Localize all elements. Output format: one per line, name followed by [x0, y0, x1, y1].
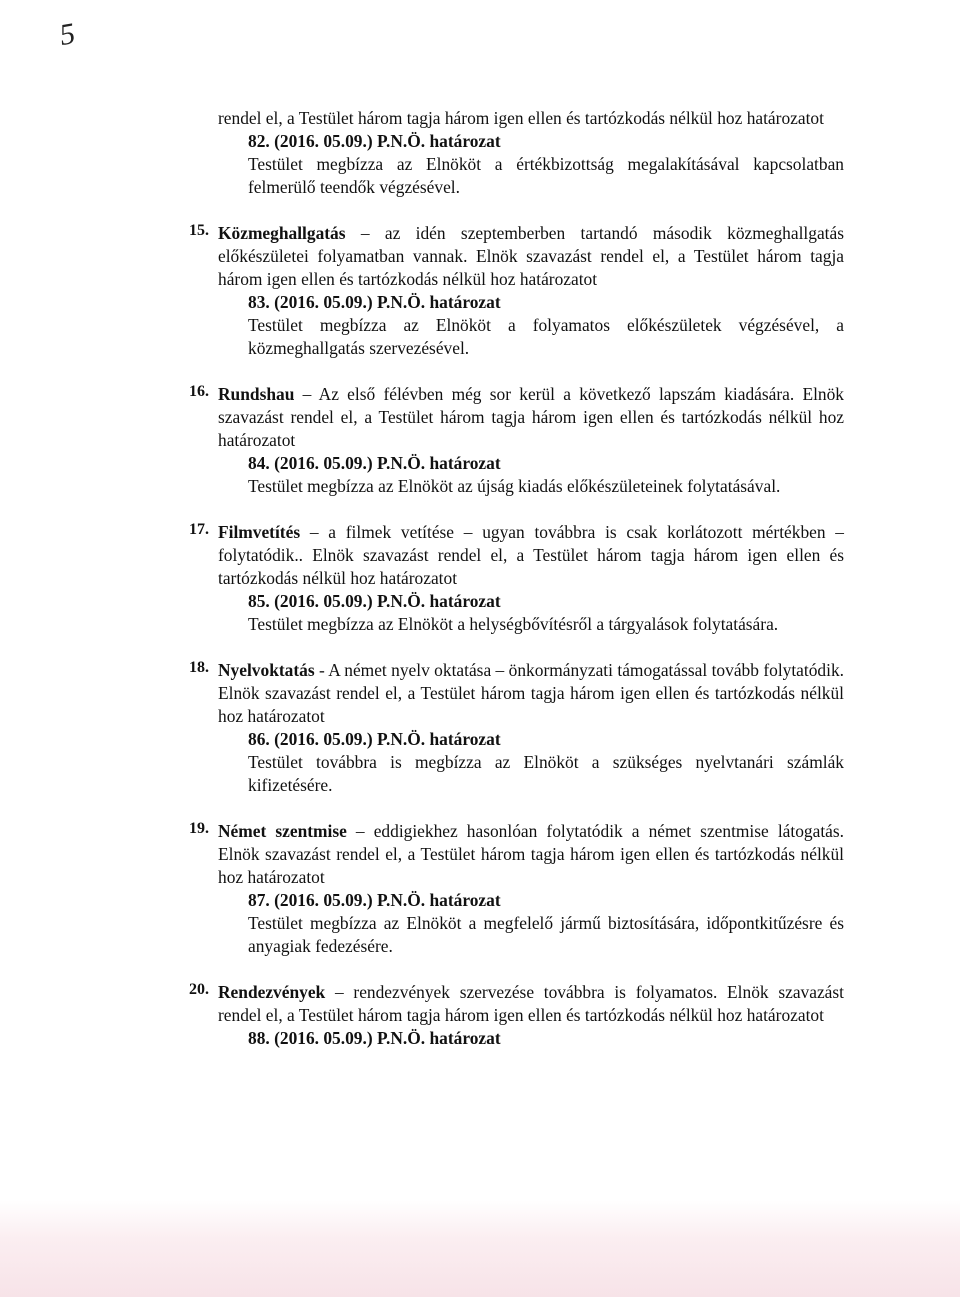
- item-number: 16.: [189, 383, 209, 400]
- item-text: [218, 659, 844, 728]
- resolution-text: Testület megbízza az Elnököt a megfelelő jármű biztosítására, időpontkitűzésre és anyagiak fedezésére.: [248, 913, 844, 956]
- handwritten-page-number: 5: [57, 16, 78, 53]
- agenda-item-17: [189, 521, 844, 636]
- item-description: – az idén szeptemberben tartandó második közmeghallgatás előkészületei folyamatban vannak. Elnök szavazást rendel el, a Testület három tagja három igen ellen és tartózkodás nélkül hoz határozatot: [218, 223, 844, 289]
- item-number: 20.: [189, 981, 209, 998]
- agenda-item-16: [189, 383, 844, 498]
- item-description: – eddigiekhez hasonlóan folytatódik a német szentmise látogatás. Elnök szavazást rendel el, a Testület három tagja három igen ellen és tartózkodás nélkül hoz határozatot: [218, 821, 844, 887]
- item-number: 19.: [189, 820, 209, 837]
- item-text: [218, 820, 844, 889]
- item-title: Közmeghallgatás: [218, 223, 346, 243]
- item-description: – Az első félévben még sor kerül a következő lapszám kiadására. Elnök szavazást rendel el, a Testület három tagja három igen ellen és tartózkodás nélkül hoz határozatot: [218, 384, 844, 450]
- resolution-number: 82. (2016. 05.09.) P.N.Ö. határozat: [248, 131, 501, 151]
- item-title: Nyelvoktatás: [218, 660, 315, 680]
- item-text: [218, 383, 844, 452]
- resolution-number: 85. (2016. 05.09.) P.N.Ö. határozat: [248, 591, 501, 611]
- resolution-text: Testület megbízza az Elnököt a helységbővítésről a tárgyalások folytatására.: [248, 614, 779, 634]
- resolution-number: 83. (2016. 05.09.) P.N.Ö. határozat: [248, 292, 501, 312]
- item-title: Rendezvények: [218, 982, 326, 1002]
- resolution-number: 86. (2016. 05.09.) P.N.Ö. határozat: [248, 729, 501, 749]
- resolution-text: Testület megbízza az Elnököt a folyamatos előkészületek végzésével, a közmeghallgatás szervezésével.: [248, 315, 844, 358]
- item-title: Rundshau: [218, 384, 295, 404]
- agenda-item-19: [189, 820, 844, 958]
- intro-text: rendel el, a Testület három tagja három igen ellen és tartózkodás nélkül hoz határozatot: [218, 108, 824, 128]
- item-text: [218, 981, 844, 1027]
- item-description: – rendezvények szervezése továbbra is folyamatos. Elnök szavazást rendel el, a Testület három tagja három igen ellen és tartózkodás nélkül hoz határozatot: [218, 982, 844, 1025]
- document-body: [189, 107, 844, 1050]
- item-number: 17.: [189, 521, 209, 538]
- item-number: 15.: [189, 222, 209, 239]
- resolution-text: Testület megbízza az Elnököt az újság kiadás előkészületeinek folytatásával.: [248, 476, 781, 496]
- item-description: - A német nyelv oktatása – önkormányzati támogatással tovább folytatódik. Elnök szavazást rendel el, a Testület három tagja három igen ellen és tartózkodás nélkül hoz határozatot: [218, 660, 844, 726]
- agenda-item-15: [189, 222, 844, 360]
- agenda-item-20: [189, 981, 844, 1050]
- item-number: 18.: [189, 659, 209, 676]
- item-text: [218, 521, 844, 590]
- scan-tint: [0, 1200, 960, 1297]
- agenda-item-18: [189, 659, 844, 797]
- resolution-number: 88. (2016. 05.09.) P.N.Ö. határozat: [248, 1028, 501, 1048]
- item-title: Német szentmise: [218, 821, 347, 841]
- item-title: Filmvetítés: [218, 522, 301, 542]
- item-text: [218, 222, 844, 291]
- resolution-text: Testület továbbra is megbízza az Elnököt a szükséges nyelvtanári számlák kifizetésére.: [248, 752, 844, 795]
- resolution-text: Testület megbízza az Elnököt a értékbizottság megalakításával kapcsolatban felmerülő teendők végzésével.: [248, 154, 844, 197]
- resolution-number: 87. (2016. 05.09.) P.N.Ö. határozat: [248, 890, 501, 910]
- resolution-number: 84. (2016. 05.09.) P.N.Ö. határozat: [248, 453, 501, 473]
- item-description: – a filmek vetítése – ugyan továbbra is csak korlátozott mértékben – folytatódik.. Elnök szavazást rendel el, a Testület három tagja három igen ellen és tartózkodás nélkül hoz határozatot: [218, 522, 844, 588]
